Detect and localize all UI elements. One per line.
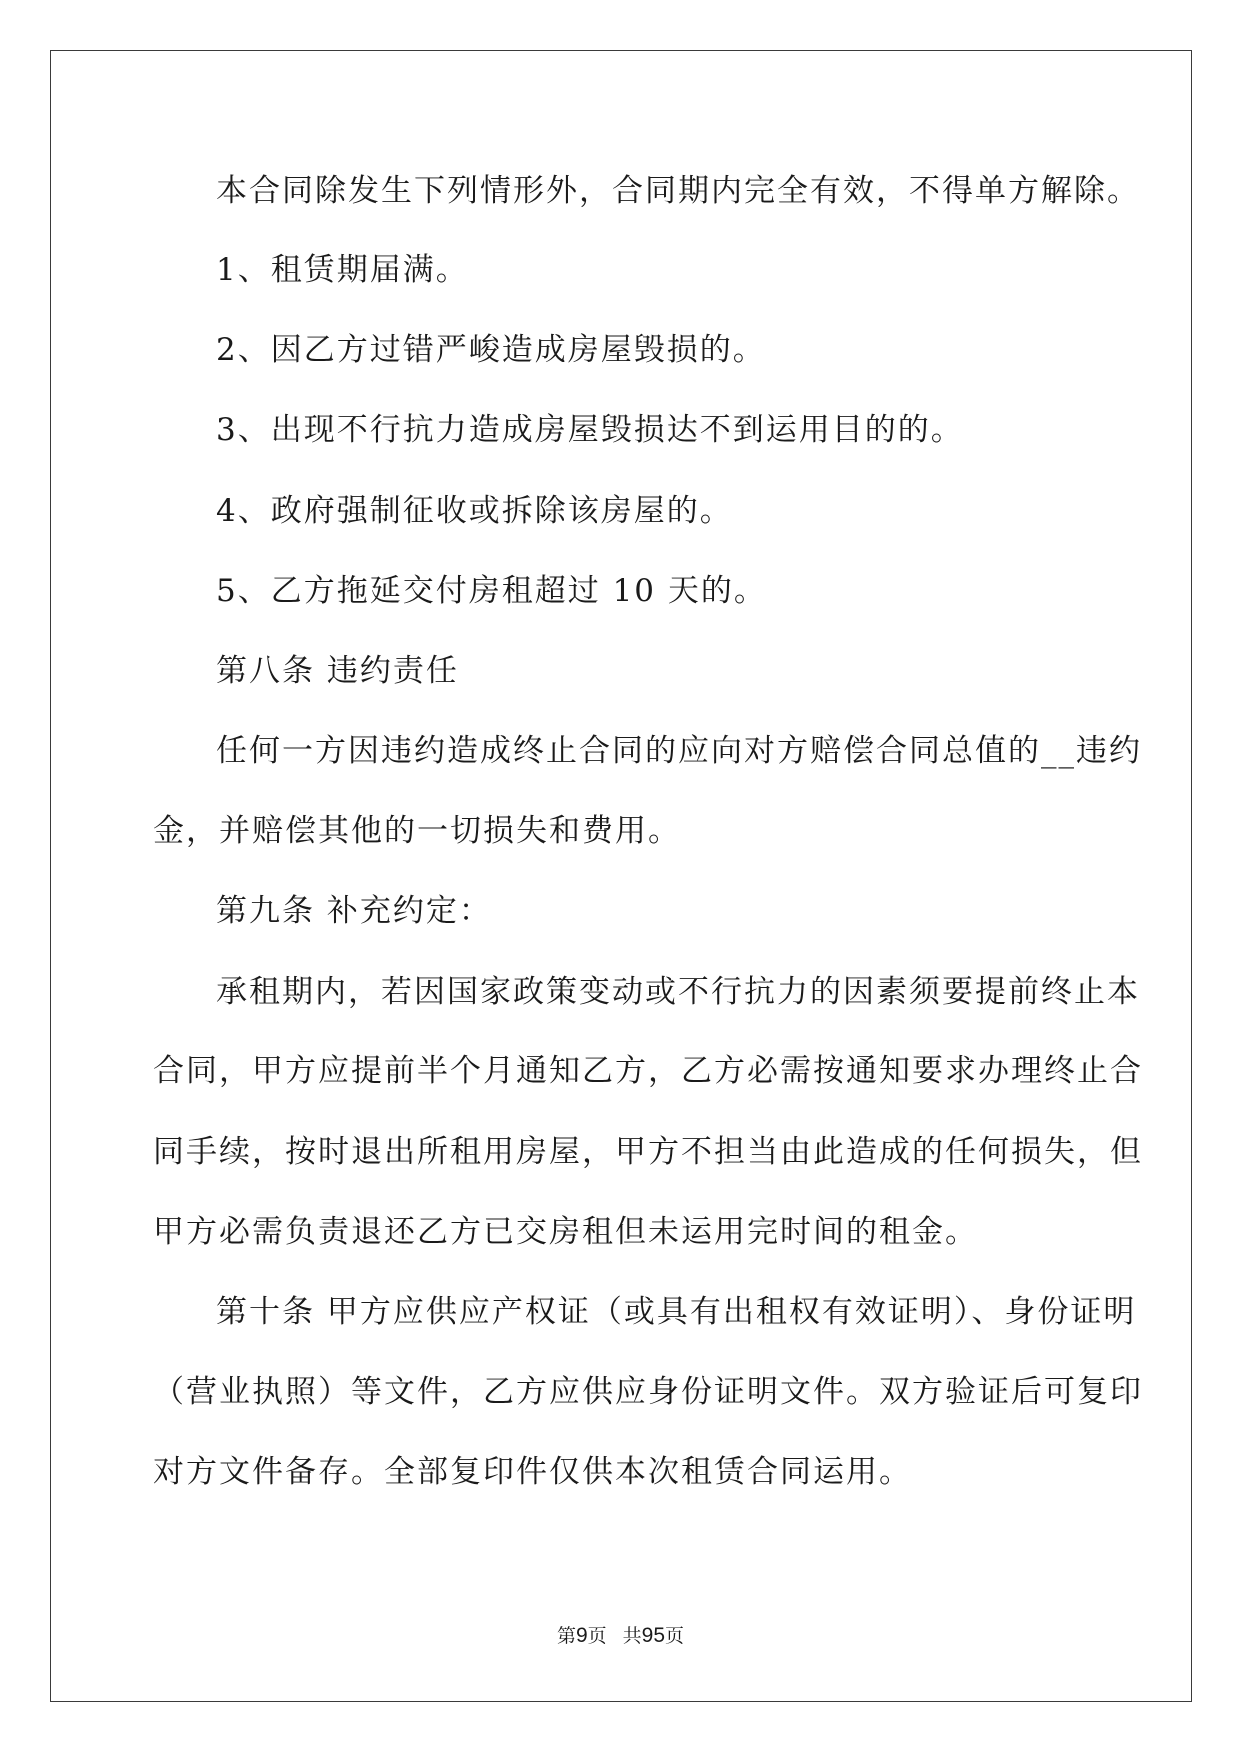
list-item-4: 4、政府强制征收或拆除该房屋的。: [216, 493, 733, 529]
article-9-line-2: 合同，甲方应提前半个月通知乙方，乙方必需按通知要求办理终止合: [153, 1053, 1143, 1089]
article-8-line-2: 金，并赔偿其他的一切损失和费用。: [153, 813, 681, 849]
list-item-5: 5、乙方拖延交付房租超过 10 天的。: [216, 573, 767, 609]
list-item-3: 3、出现不行抗力造成房屋毁损达不到运用目的的。: [216, 412, 964, 448]
paragraph-termination-intro: 本合同除发生下列情形外，合同期内完全有效，不得单方解除。: [216, 173, 1140, 209]
total-page-count: 95: [641, 1624, 666, 1647]
article-8-heading: 第八条 违约责任: [216, 653, 459, 689]
footer-total-prefix: 共: [622, 1625, 642, 1647]
list-item-2: 2、因乙方过错严峻造成房屋毁损的。: [216, 332, 766, 368]
article-8-line-1: 任何一方因违约造成终止合同的应向对方赔偿合同总值的__违约: [216, 733, 1142, 769]
article-9-line-4: 甲方必需负责退还乙方已交房租但未运用完时间的租金。: [153, 1214, 978, 1250]
current-page-number: 9: [575, 1624, 588, 1647]
article-9-line-1: 承租期内，若因国家政策变动或不行抗力的因素须要提前终止本: [216, 974, 1140, 1010]
article-10-line-1: 第十条 甲方应供应产权证（或具有出租权有效证明）、身份证明: [216, 1294, 1137, 1330]
article-9-heading: 第九条 补充约定：: [216, 893, 492, 929]
list-item-1: 1、租赁期届满。: [216, 252, 469, 288]
footer-prefix: 第: [556, 1625, 576, 1647]
footer-total-suffix: 页: [665, 1625, 685, 1647]
footer-page-suffix: 页: [587, 1625, 607, 1647]
article-10-line-2: （营业执照）等文件，乙方应供应身份证明文件。双方验证后可复印: [153, 1374, 1143, 1410]
article-9-line-3: 同手续，按时退出所租用房屋，甲方不担当由此造成的任何损失，但: [153, 1134, 1143, 1170]
page-footer: [0, 1624, 1241, 1648]
article-10-line-3: 对方文件备存。全部复印件仅供本次租赁合同运用。: [153, 1454, 912, 1490]
